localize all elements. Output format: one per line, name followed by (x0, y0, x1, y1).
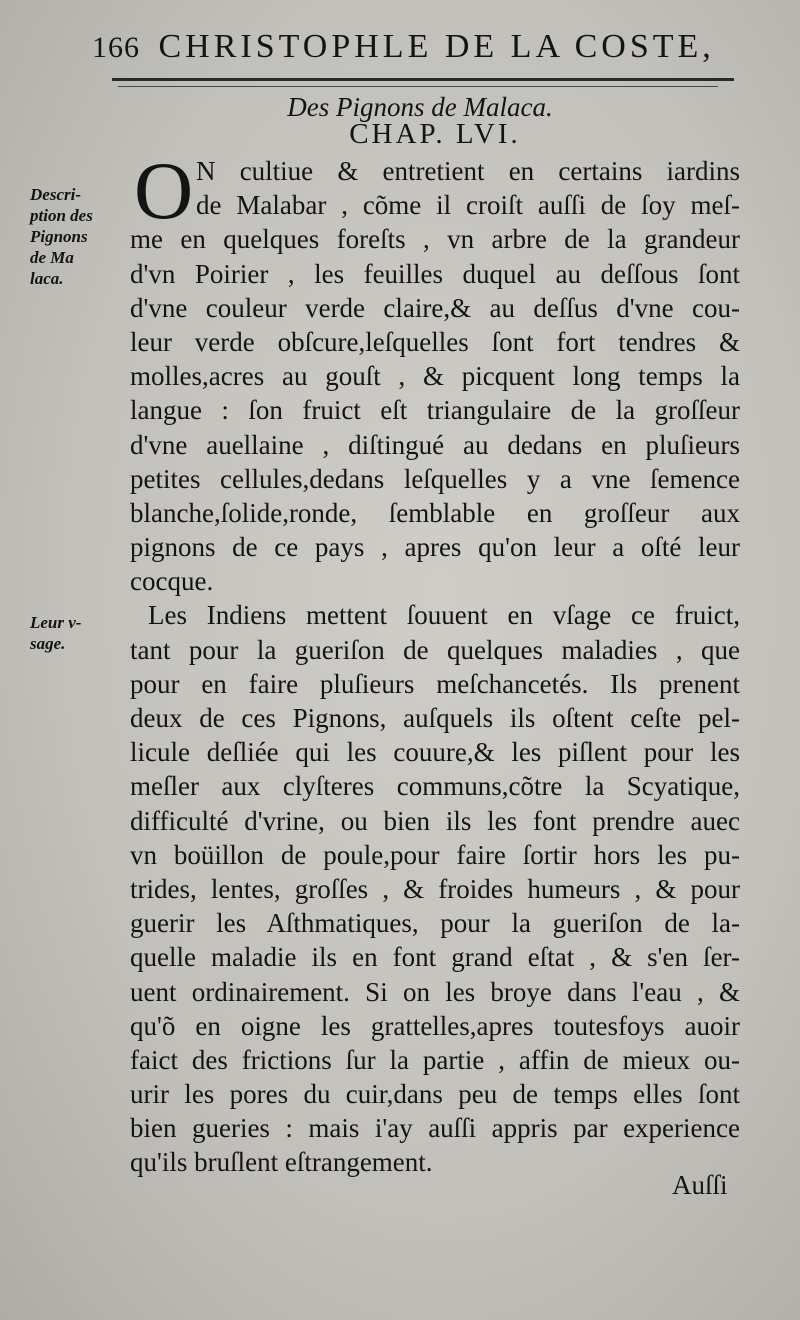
text-line: d'vne couleur verde claire,& au deſſus d'vne cou- (130, 292, 740, 323)
text-line: langue : ſon fruict eſt triangulaire de la groſſeur (130, 395, 740, 426)
paragraph-description (130, 145, 740, 598)
text-line: qu'õ en oigne les grattelles,apres toutesfoys auoir (130, 1010, 740, 1041)
running-head (92, 28, 732, 66)
margin-note-usage (30, 612, 120, 654)
chapter-heading: CHAP. LVI. (349, 118, 521, 150)
text-line: leur verde obſcure,leſquelles ſont fort tendres & (130, 326, 740, 357)
header-rule (112, 78, 734, 81)
margin-note-line: sage. (30, 634, 66, 653)
text-line: licule deſliée qui les couure,& les piſlent pour les (130, 737, 740, 768)
text-line: blanche,ſolide,ronde, ſemblable en groſſeur aux (130, 497, 740, 528)
page-number: 166 (92, 31, 140, 64)
text-line: de Malabar , cõme il croiſt auſſi de ſoy meſ- (196, 190, 740, 221)
text-line: pignons de ce pays , apres qu'on leur a oſté leur (130, 532, 740, 563)
text-line: meſler aux clyſteres communs,cõtre la Scyatique, (130, 771, 740, 802)
text-line: vn boüillon de poule,pour faire ſortir hors les pu- (130, 839, 740, 870)
text-line: me en quelques foreſts , vn arbre de la grandeur (130, 224, 740, 255)
text-line: qu'ils bruſlent eſtrangement. (130, 1147, 433, 1178)
margin-note-line: Leur v- (30, 613, 82, 632)
text-line: bien gueries : mais i'ay auſſi appris par experience (130, 1113, 740, 1144)
margin-note-line: laca. (30, 269, 64, 288)
margin-note-line: Pignons (30, 227, 88, 246)
body-text (130, 145, 740, 1180)
paragraph-usage (130, 598, 740, 1179)
text-line: N cultiue & entretient en certains iardins (196, 156, 740, 186)
text-line: faict des frictions ſur la partie , affin de mieux ou- (130, 1044, 740, 1075)
text-line: tant pour la gueriſon de quelques maladies , que (130, 634, 740, 665)
section-subtitle: Des Pignons de Malaca. (287, 92, 553, 122)
text-line: petites cellules,dedans leſquelles y a vne ſemence (130, 463, 740, 494)
text-line: d'vne auellaine , diſtingué au dedans en pluſieurs (130, 429, 740, 460)
text-line: guerir les Aſthmatiques, pour la gueriſon de la- (130, 908, 740, 939)
header-rule-thin (118, 86, 718, 87)
catchword: Auſſi (672, 1170, 728, 1200)
margin-note-description (30, 184, 120, 289)
text-line: Les Indiens mettent ſouuent en vſage ce fruict, (148, 600, 740, 631)
text-line: trides, lentes, groſſes , & froides humeurs , & pour (130, 873, 740, 904)
text-line: quelle maladie ils en font grand eſtat , & s'en ſer- (130, 942, 740, 973)
text-line: uent ordinairement. Si on les broye dans l'eau , & (130, 976, 740, 1007)
drop-cap: O (134, 145, 194, 236)
text-line: urir les pores du cuir,dans peu de temps elles ſont (130, 1079, 740, 1110)
margin-note-line: de Ma (30, 248, 74, 267)
text-line: molles,acres au gouſt , & picquent long temps la (130, 361, 740, 392)
running-title: CHRISTOPHLE DE LA COSTE, (158, 28, 715, 65)
margin-note-line: ption des (30, 206, 93, 225)
text-line: d'vn Poirier , les feuilles duquel au deſſous ſont (130, 258, 740, 289)
text-line: cocque. (130, 566, 214, 597)
margin-note-line: Descri- (30, 185, 81, 204)
text-line: difficulté d'vrine, ou bien ils les font prendre auec (130, 805, 740, 836)
text-line: deux de ces Pignons, auſquels ils oſtent ceſte pel- (130, 703, 740, 733)
text-line: pour en faire pluſieurs meſchancetés. Ils prenent (130, 668, 740, 699)
